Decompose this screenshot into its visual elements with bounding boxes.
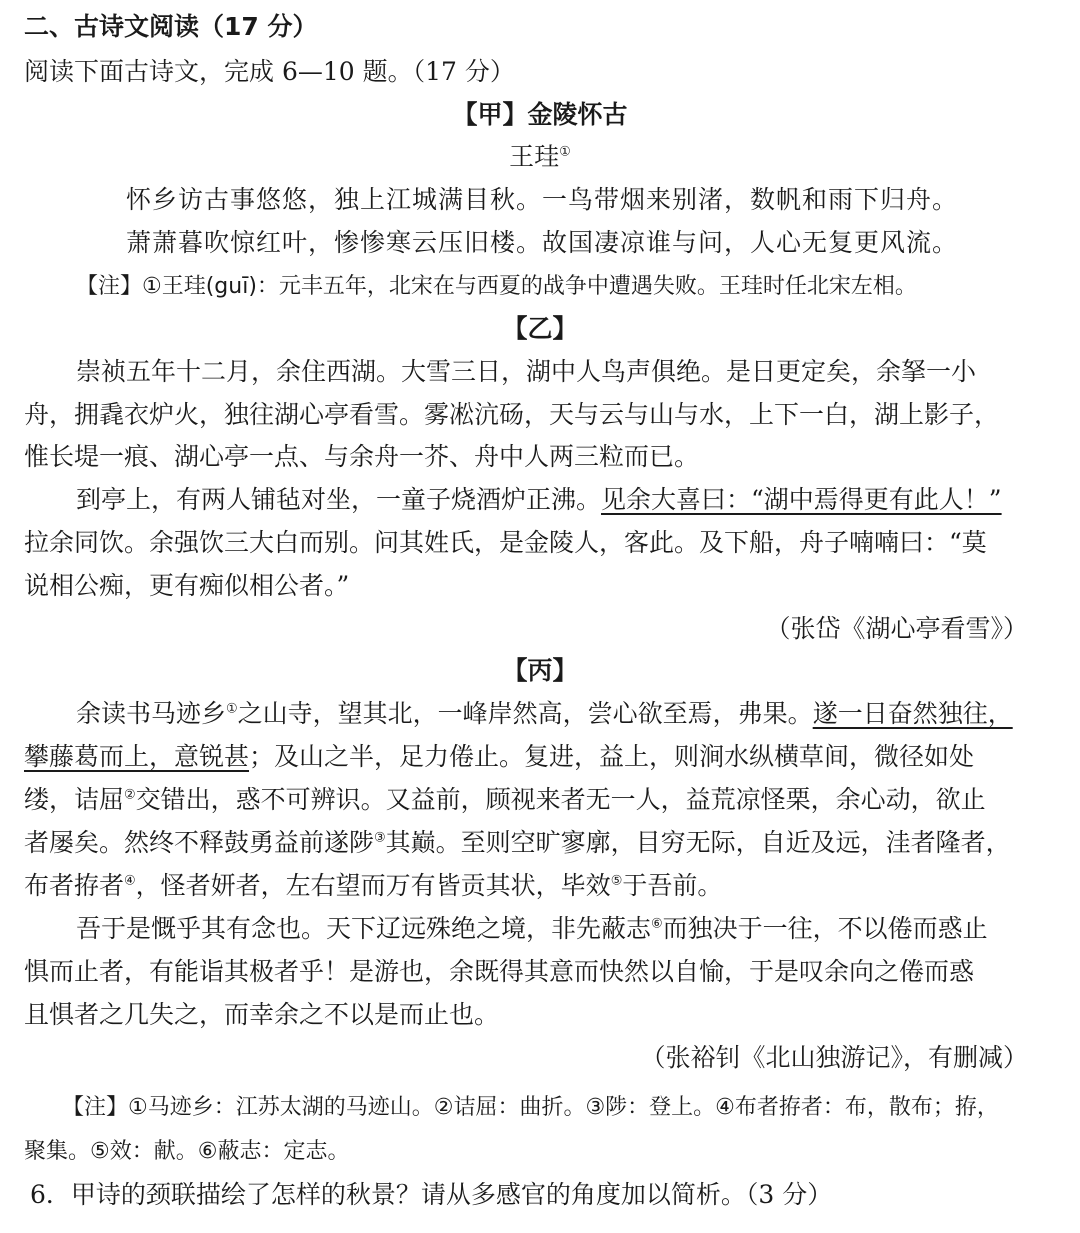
text-bing-heading: 【丙】	[502, 656, 578, 685]
poem-jia-note: 【注】①王珪(guī)：元丰五年，北宋在与西夏的战争中遭遇失败。王珪时任北宋左相。	[76, 274, 917, 299]
text-yi-para2-line2: 拉余同饮。余强饮三大白而别。问其姓氏，是金陵人，客此。及下船，舟子喃喃曰：“莫	[24, 528, 987, 557]
text-bing-source: （张裕钊《北山独游记》，有删减）	[640, 1043, 1028, 1072]
poem-jia-line-1: 怀乡访古事悠悠，独上江城满目秋。一鸟带烟来别渚，数帆和雨下归舟。	[126, 185, 959, 214]
poem-jia-title: 【甲】金陵怀古	[452, 100, 628, 129]
text-yi-para1-line1: 崇祯五年十二月，余住西湖。大雪三日，湖中人鸟声俱绝。是日更定矣，余拏一小	[76, 357, 977, 386]
poem-jia-author: 王珪①	[509, 142, 571, 171]
text-yi-para2-line1: 到亭上，有两人铺毡对坐，一童子烧酒炉正沸。见余大喜曰：“湖中焉得更有此人！”	[76, 485, 1002, 514]
text-bing-para2-line3: 且惧者之几失之，而幸余之不以是而止也。	[24, 1000, 500, 1029]
text-yi-para1-line3: 惟长堤一痕、湖心亭一点、与余舟一芥、舟中人两三粒而已。	[24, 442, 700, 471]
text-yi-source: （张岱《湖心亭看雪》）	[765, 614, 1028, 643]
text-bing-para2-line1: 吾于是慨乎其有念也。天下辽远殊绝之境，非先蔽志⑥而独决于一往，不以倦而惑止	[76, 914, 988, 943]
section-title: 二、古诗文阅读（17 分）	[24, 12, 318, 41]
text-bing-para1-line1: 余读书马迹乡①之山寺，望其北，一峰岸然高，尝心欲至焉，弗果。遂一日奋然独往，	[76, 699, 1013, 728]
text-bing-para1-line4: 者屡矣。然终不释鼓勇益前遂陟③其巅。至则空旷寥廓，目穷无际，自近及远，洼者隆者，	[24, 828, 1011, 857]
text-yi-para2-line3: 说相公痴，更有痴似相公者。”	[24, 571, 350, 600]
question-6: 6．甲诗的颈联描绘了怎样的秋景？请从多感官的角度加以简析。（3 分）	[30, 1180, 833, 1209]
text-yi-para1-line2: 舟，拥毳衣炉火，独往湖心亭看雪。雾凇沆砀，天与云与山与水，上下一白，湖上影子，	[24, 400, 1000, 429]
text-bing-para1-line2: 攀藤葛而上，意锐甚；及山之半，足力倦止。复进，益上，则涧水纵横草间，微径如处	[24, 742, 975, 771]
text-bing-para1-line5: 布者拵者④，怪者妍者，左右望而万有皆贡其状，毕效⑤于吾前。	[24, 871, 723, 900]
text-yi-heading: 【乙】	[502, 314, 578, 343]
text-bing-para1-line3: 缕，诘屈②交错出，惑不可辨识。又益前，顾视来者无一人，益荒凉怪栗，余心动，欲止	[24, 785, 986, 814]
text-bing-note-line1: 【注】①马迹乡：江苏太湖的马迹山。②诘屈：曲折。③陟：登上。④布者拵者：布，散布；拵，	[62, 1095, 999, 1120]
instruction: 阅读下面古诗文，完成 6—10 题。（17 分）	[24, 57, 515, 86]
poem-jia-line-2: 萧萧暮吹惊红叶，惨惨寒云压旧楼。故国凄凉谁与问，人心无复更风流。	[126, 228, 959, 257]
text-bing-para2-line2: 惧而止者，有能诣其极者乎！是游也，余既得其意而快然以自愉，于是叹余向之倦而惑	[24, 957, 975, 986]
text-bing-note-line2: 聚集。⑤效：献。⑥蔽志：定志。	[24, 1139, 350, 1164]
